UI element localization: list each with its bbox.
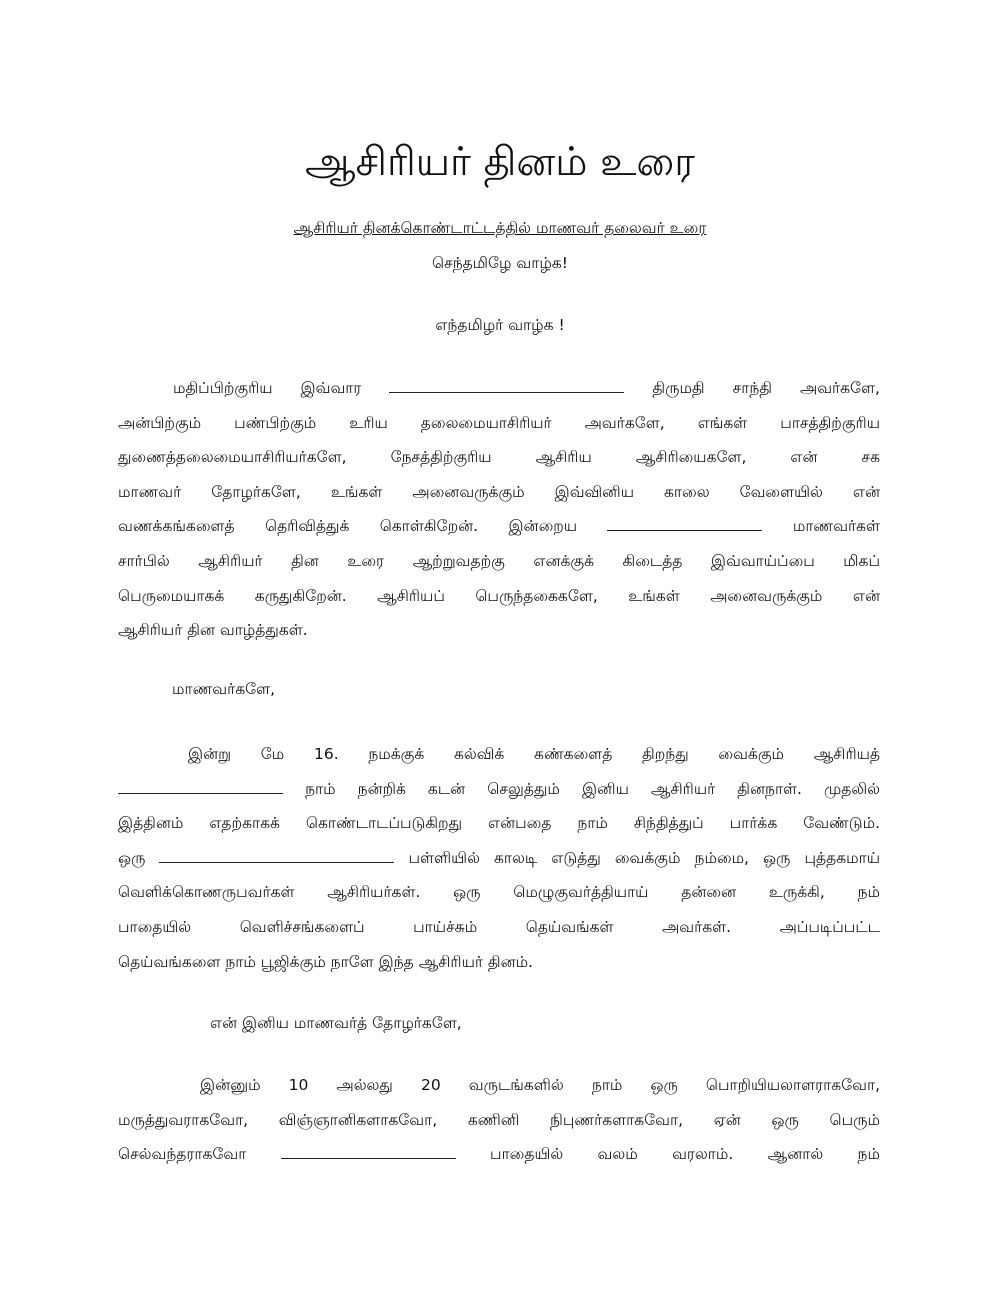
text-fragment: செல்வந்தராகவோ — [118, 1145, 247, 1164]
text-line — [118, 772, 880, 807]
text-line: இன்று மே 16. நமக்குக் கல்விக் கண்களைத் திறந்து வைக்கும் ஆசிரியத் — [188, 745, 880, 763]
fill-in-blank[interactable] — [607, 514, 762, 531]
text-line: பாதையில் வெளிச்சங்களைப் பாய்ச்சும் தெய்வங்கள் அவர்கள். அப்படிப்பட்ட — [118, 917, 880, 936]
text-line: பெருமையாகக் கருதுகிறேன். ஆசிரியப் பெருந்தகைகளே, உங்கள் அனைவருக்கும் என் — [118, 586, 880, 605]
text-fragment: அவர்களே, — [799, 379, 880, 397]
text-fragment: இவ்வார — [300, 379, 362, 397]
text-fragment: மாணவர்கள் — [792, 517, 880, 536]
text-line: இத்தினம் எதற்காகக் கொண்டாடப்படுகிறது என்பதை நாம் சிந்தித்துப் பார்க்க வேண்டும். — [118, 814, 880, 833]
text-line: மாணவர் தோழர்களே, உங்கள் அனைவருக்கும் இவ்வினிய காலை வேளையில் என் — [118, 482, 880, 501]
page-title: ஆசிரியர் தினம் உரை — [305, 139, 695, 185]
salutation-1: மாணவர்களே, — [172, 680, 276, 698]
text-fragment: பாதையில் வலம் வரலாம். ஆனால் நம் — [490, 1145, 880, 1164]
text-line — [118, 371, 880, 406]
text-fragment: மதிப்பிற்குரிய — [173, 379, 273, 397]
subtitle-text: ஆசிரியர் தினக்கொண்டாட்டத்தில் மாணவர் தலைவர் உரை — [293, 219, 707, 237]
text-line: துணைத்தலைமையாசிரியர்களே, நேசத்திற்குரிய ஆசிரிய ஆசிரியைகளே, என் சக — [118, 448, 880, 467]
text-line: தெய்வங்களை நாம் பூஜிக்கும் நாளே இந்த ஆசிரியர் தினம். — [118, 952, 534, 971]
text-line: இன்னும் 10 அல்லது 20 வருடங்களில் நாம் ஒரு பொறியியலாளராகவோ, — [200, 1076, 880, 1094]
text-fragment: வணக்கங்களைத் தெரிவித்துக் கொள்கிறேன். இன்றைய — [118, 517, 578, 536]
greeting-line-1: செந்தமிழே வாழ்க! — [432, 254, 568, 272]
fill-in-blank[interactable] — [281, 1142, 456, 1159]
salutation-2: என் இனிய மாணவர்த் தோழர்களே, — [210, 1014, 462, 1032]
paragraph-2 — [118, 737, 880, 979]
fill-in-blank[interactable] — [159, 846, 394, 863]
text-fragment: ஒரு — [118, 848, 146, 867]
paragraph-3 — [118, 1068, 880, 1172]
text-fragment: திருமதி — [652, 379, 705, 397]
text-line: சார்பில் ஆசிரியர் தின உரை ஆற்றுவதற்கு எனக்குக் கிடைத்த இவ்வாய்ப்பை மிகப் — [118, 551, 880, 570]
subtitle — [0, 216, 1000, 240]
fill-in-blank[interactable] — [118, 777, 283, 794]
text-line — [118, 841, 880, 876]
text-line: அன்பிற்கும் பண்பிற்கும் உரிய தலைமையாசிரியர் அவர்களே, எங்கள் பாசத்திற்குரிய — [118, 413, 880, 432]
text-fragment: பள்ளியில் காலடி எடுத்து வைக்கும் நம்மை, ஒரு புத்தகமாய் — [408, 848, 880, 867]
text-fragment: சாந்தி — [732, 379, 772, 397]
text-line: வெளிக்கொணருபவர்கள் ஆசிரியர்கள். ஒரு மெழுகுவர்த்தியாய் தன்னை உருக்கி, நம் — [118, 883, 880, 902]
paragraph-1 — [118, 371, 880, 648]
text-line — [118, 509, 880, 544]
text-fragment: நாம் நன்றிக் கடன் செலுத்தும் இனிய ஆசிரியர் தினநாள். முதலில் — [305, 779, 880, 798]
text-line: மருத்துவராகவோ, விஞ்ஞானிகளாகவோ, கணினி நிபுணர்களாகவோ, ஏன் ஒரு பெரும் — [118, 1110, 880, 1129]
greeting-line-2: எந்தமிழர் வாழ்க ! — [435, 316, 565, 334]
text-line: ஆசிரியர் தின வாழ்த்துகள். — [118, 621, 308, 640]
fill-in-blank[interactable] — [389, 376, 624, 393]
text-line — [118, 1137, 880, 1172]
